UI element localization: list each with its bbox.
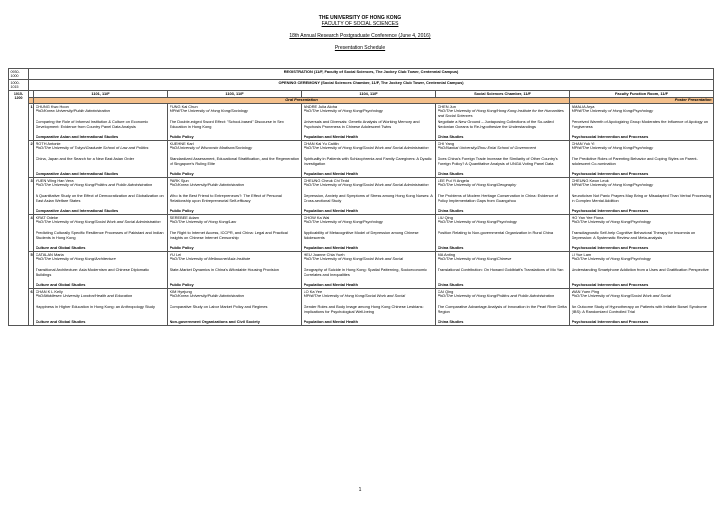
room-header: Social Sciences Chamber, 11/F xyxy=(436,91,570,98)
page-number: 1 xyxy=(358,487,362,493)
presentation-cell xyxy=(34,289,168,326)
presentation-theme: China Studies xyxy=(437,320,464,324)
presenter-affiliation: PhD/The University of Hong Kong/Social Work and Social xyxy=(303,257,403,261)
presenter-name: KRAT Odeke xyxy=(35,215,59,220)
presentation-title: Gender Roles and Body Image among Hong Kong Chinese Lesbians: Implications for Psychological Well-being xyxy=(303,305,424,314)
presentation-theme: Culture and Global Studies xyxy=(35,283,86,287)
presenter-name: CHAN K L Kelly xyxy=(35,289,63,294)
poster-presentation-label: Poster Presentation xyxy=(570,97,714,104)
presenter-affiliation: PhD/The University of Hong Kong/Social Work and Social Administration xyxy=(303,183,429,187)
presentation-cell xyxy=(34,252,168,289)
presenter-name: MA Anting xyxy=(437,252,456,257)
slot-row xyxy=(9,289,714,326)
slot-row xyxy=(9,104,714,141)
presentation-cell xyxy=(570,252,714,289)
room-header: Faculty Function Room, 11/F xyxy=(570,91,714,98)
presentation-theme: China Studies xyxy=(437,283,464,287)
slot-number: 6 xyxy=(29,289,34,326)
presenter-name: LIU Qing xyxy=(437,215,453,220)
slot-number: 4 xyxy=(29,215,34,252)
presenter-name: CHOW Ka Wai xyxy=(303,215,330,220)
presenter-affiliation: PhD/The University of Hong Kong/Hong Kong Institute for the Humanities and Social Sciences xyxy=(437,109,564,118)
presenter-name: FUNG Kai Chun xyxy=(169,104,198,109)
presentation-theme: Comparative Asian and International Studies xyxy=(35,209,119,213)
presenter-affiliation: PhD/Korea University/Public Administration xyxy=(169,183,244,187)
presentation-theme: Psychosocial Intervention and Processes xyxy=(571,209,649,213)
presentation-cell xyxy=(168,178,302,215)
room-header: 1104, 11/F xyxy=(302,91,436,98)
presenter-name: CAI Qing xyxy=(437,289,454,294)
presentation-cell xyxy=(570,178,714,215)
presentation-title: A Quantitative Study on the Effect of Democratization and Globalization on East Asian Welfare States xyxy=(35,194,164,203)
presenter-affiliation: PhD/The University of Hong Kong/Geography xyxy=(437,183,517,187)
presenter-affiliation: PhD/The University of Hong Kong/Psychology xyxy=(303,109,383,113)
presenter-affiliation: PhD/The University of Hong Kong/Chinese xyxy=(437,257,512,261)
presenter-name: CHUNG Kwo Hoon xyxy=(35,104,69,109)
presenter-affiliation: PhD/The University of Hong Kong/Social Work and Social Administration xyxy=(35,220,161,224)
presenter-name: LI Yue Lam xyxy=(571,252,592,257)
registration-time: 0930-1000 xyxy=(9,69,29,80)
slot-row xyxy=(9,252,714,289)
presentation-title: Geography of Suicide in Hong Kong: Spatial Patterning, Socioeconomic Correlates and Inequalities xyxy=(303,268,427,277)
presentation-theme: Population and Mental Health xyxy=(303,283,358,287)
presenter-affiliation: PhD/The University of Hong Kong/Psychology xyxy=(437,220,517,224)
presenter-name: CHEUNG Cheuk Chi Tedd xyxy=(303,178,350,183)
presentation-title: Perceived Warmth of Apologizing Group Moderates the Influence of Apology on Forgiveness xyxy=(571,120,709,129)
presentation-theme: China Studies xyxy=(437,172,464,176)
presentation-theme: Population and Mental Health xyxy=(303,135,358,139)
opening-banner: OPENING CEREMONY (Social Sciences Chamber, 11/F, The Jockey Club Tower, Centennial Campus) xyxy=(29,80,714,91)
presentation-theme: Culture and Global Studies xyxy=(35,320,86,324)
presentation-cell xyxy=(436,215,570,252)
presentation-cell xyxy=(436,104,570,141)
presenter-affiliation: MPhil/The University of Hong Kong/Sociology xyxy=(169,109,248,113)
presentation-theme: Population and Mental Health xyxy=(303,246,358,250)
presenter-affiliation: PhD/The University of Hong Kong/Psychology xyxy=(571,257,651,261)
slot-number: 5 xyxy=(29,252,34,289)
presentation-cell xyxy=(34,104,168,141)
presentation-cell xyxy=(168,215,302,252)
presentation-theme: Psychosocial Intervention and Processes xyxy=(571,320,649,324)
presenter-affiliation: PhD/The University of Hong Kong/Politics and Public Administration xyxy=(35,183,153,187)
presentation-theme: Comparative Asian and International Studies xyxy=(35,135,119,139)
presenter-affiliation: PhD/The University of Hong Kong/Psychology xyxy=(571,220,651,224)
presentation-cell xyxy=(570,104,714,141)
room-header: 1103, 11/F xyxy=(168,91,302,98)
presentation-title: State-Market Dynamics in China's Affordable Housing Provision xyxy=(169,268,279,272)
presenter-name: AMALIA Arya xyxy=(571,104,595,109)
presentation-title: Applicability of Metacognitive Model of Depression among Chinese Adolescents xyxy=(303,231,419,240)
presentation-cell xyxy=(436,141,570,178)
presentation-theme: Comparative Asian and International Studies xyxy=(35,172,119,176)
presenter-affiliation: PhD/The University of Hong Kong/Law xyxy=(169,220,237,224)
presentation-theme: Population and Mental Health xyxy=(303,172,358,176)
presenter-name: CHEUNG Kwun Leuk xyxy=(571,178,609,183)
presentation-theme: China Studies xyxy=(437,209,464,213)
presentation-cell xyxy=(570,215,714,252)
presentation-theme: Non-government Organizations and Civil Society xyxy=(169,320,260,324)
presentation-theme: Psychosocial Intervention and Processes xyxy=(571,283,649,287)
presentation-cell xyxy=(302,215,436,252)
presenter-affiliation: PhD/The University of Hong Kong/Psychology xyxy=(303,220,383,224)
presentation-title: Predicting Culturally Specific Resilience Processes of Pakistani and Indian Students in Hong Kong xyxy=(35,231,164,240)
presenter-affiliation: PhD/The University of Tokyo/Graduate School of Law and Politics xyxy=(35,146,149,150)
presentation-cell xyxy=(570,141,714,178)
slot-row xyxy=(9,141,714,178)
presentation-theme: Public Policy xyxy=(169,172,194,176)
opening-row xyxy=(9,80,714,91)
presentation-title: The Comparative Advantage Analysis of Innovation in the Pearl River Delta Region xyxy=(437,305,567,314)
schedule-table xyxy=(8,68,714,326)
presentation-theme: Psychosocial Intervention and Processes xyxy=(571,172,649,176)
presentation-title: Universals and Diversals: Genetic Analysis of Working Memory and Psychosis Proneness in Chinese Adolescent Twins xyxy=(303,120,420,129)
presenter-name: YUEN Wing Han Vera xyxy=(35,178,74,183)
presenter-affiliation: PhD/Korea University/Public Administration xyxy=(35,109,110,113)
presentation-title: Negotiate a New Ground – Juxtaposing Collections of the So-called Nedonian Oceans to Re-hypothesize the Understandings xyxy=(437,120,554,129)
presenter-name: LEE Pui Yi Angela xyxy=(437,178,469,183)
presenter-affiliation: PhD/Middlesex University London/Health and Education xyxy=(35,294,133,298)
conference-title: 18th Annual Research Postgraduate Conference (June 4, 2016) xyxy=(289,33,431,39)
presentation-theme: Population and Mental Health xyxy=(303,209,358,213)
presenter-affiliation: PhD/The University of Hong Kong/Politics and Public Administration xyxy=(437,294,555,298)
presentation-cell xyxy=(34,178,168,215)
presenter-affiliation: PhD/The University of Melbourne/Asia Institute xyxy=(169,257,251,261)
presenter-name: PARK Sjun xyxy=(169,178,189,183)
presentation-title: Translational Contribution: On Howard Goldblatt's Translations of Mo Yan xyxy=(437,268,564,272)
presentation-title: Depression, Anxiety and Symptoms of Stress among Hong Kong Nurses: A Cross-sectional Study xyxy=(303,194,433,203)
presentation-title: Happiness in Higher Education in Hong Kong: an Anthropology Study xyxy=(35,305,155,309)
presentation-theme: Culture and Global Studies xyxy=(35,246,86,250)
presentation-title: Transdiagnostic Self-help Cognitive Behavioral Therapy for Insomnia on Depression: A Systematic Review and Meta-analysis xyxy=(571,231,696,240)
presenter-affiliation: MPhil/The University of Hong Kong/Social Work and Social xyxy=(303,294,406,298)
presenter-name: CHAN Kai Yu Caitlin xyxy=(303,141,339,146)
presentation-title: An Outcome Study of Hypnotherapy on Patients with Irritable Bowel Syndrome (IBS): A Randomized Controlled Trial xyxy=(571,305,707,314)
presenter-affiliation: PhD/University of Wisconsin Madison/Sociology xyxy=(169,146,253,150)
presentation-title: Transitional Architecture: Asia Modernism and Chinese Diplomatic Buildings xyxy=(35,268,150,277)
presentation-title: Comparative Study on Labor Market Policy and Regimes xyxy=(169,305,268,309)
presenter-affiliation: MPhil/The University of Hong Kong/Psychology xyxy=(571,183,654,187)
presentation-cell xyxy=(168,289,302,326)
presentation-cell xyxy=(302,289,436,326)
registration-banner: REGISTRATION (11/F, Faculty of Social Sciences, The Jockey Club Tower, Centennial Campus) xyxy=(29,69,714,80)
presenter-name: HO Yan Yee Fiona xyxy=(571,215,604,220)
presentation-cell xyxy=(302,178,436,215)
presenter-name: KUEHNE Karl xyxy=(169,141,194,146)
presentation-theme: Public Policy xyxy=(169,283,194,287)
oral-presentation-label: Oral Presentation xyxy=(34,97,570,104)
presentation-cell xyxy=(34,215,168,252)
university-title: THE UNIVERSITY OF HONG KONG xyxy=(318,15,402,21)
schedule-title: Presentation Schedule xyxy=(334,45,386,51)
presentation-theme: Public Policy xyxy=(169,209,194,213)
presentation-cell xyxy=(168,104,302,141)
presentation-cell xyxy=(302,141,436,178)
presentation-cell xyxy=(436,178,570,215)
presenter-affiliation: MPhil/The University of Hong Kong/Psychology xyxy=(571,146,654,150)
presentation-title: Neuroticism Not Panic Prayers May Bring or Misadapted Than Verbal Processing in Complex Mental Addition xyxy=(571,194,712,203)
presentation-cell xyxy=(570,289,714,326)
presentation-cell xyxy=(34,141,168,178)
presenter-name: CHI Yang xyxy=(437,141,455,146)
session-time: 1015-1200 xyxy=(9,91,29,326)
opening-time: 1000-1015 xyxy=(9,80,29,91)
presentation-theme: China Studies xyxy=(437,246,464,250)
presenter-affiliation: PhD/Nankai University/Zhou Enlai School of Government xyxy=(437,146,536,150)
presentation-cell xyxy=(168,141,302,178)
presenter-affiliation: PhD/Korea University/Public Administration xyxy=(169,294,244,298)
presenter-name: WAN Yuen Ping xyxy=(571,289,600,294)
presenter-name: ANDRE Julia Aloha xyxy=(303,104,338,109)
presenter-name: CHAN Yuk Yi xyxy=(571,141,595,146)
presenter-name: CATALAN Maria xyxy=(35,252,64,257)
presentation-cell xyxy=(436,252,570,289)
presenter-name: YU Lei xyxy=(169,252,182,257)
presenter-name: HEU Joanne Chia Yueh xyxy=(303,252,345,257)
presentation-theme: Public Policy xyxy=(169,246,194,250)
presentation-title: Who Is the Best Friend to Entrepreneurs?: The Effect of Personal Relationship upon Entrepreneurial Self-efficacy xyxy=(169,194,282,203)
presentation-theme: Psychosocial Intervention and Processes xyxy=(571,246,649,250)
slot-row xyxy=(9,178,714,215)
presentation-title: Position Relating to Non-governmental Organization in Rural China xyxy=(437,231,553,235)
slot-number: 2 xyxy=(29,141,34,178)
presentation-title: Comparing the Role of Informal Institution & Culture on Economic Development: Evidence from Country Panel Data Analysis xyxy=(35,120,149,129)
slot-row xyxy=(9,215,714,252)
room-header: 1101, 11/F xyxy=(34,91,168,98)
presenter-name: LO Ka Yee xyxy=(303,289,323,294)
registration-row xyxy=(9,69,714,80)
presentation-theme: China Studies xyxy=(437,135,464,139)
presenter-affiliation: PhD/The University of Hong Kong/Social Work and Social Administration xyxy=(303,146,429,150)
presenter-name: ROTH Antonie xyxy=(35,141,61,146)
presenter-name: CHEN Jun xyxy=(437,104,456,109)
presentation-cell xyxy=(302,252,436,289)
presenter-affiliation: MPhil/The University of Hong Kong/Psychology xyxy=(571,109,654,113)
presentation-title: Does China's Foreign Trade Increase the Similarity of Other Country's Foreign Policy? A Quantitative Analysis of UNGA Voting Panel Data xyxy=(437,157,558,166)
presentation-cell xyxy=(168,252,302,289)
slot-number: 3 xyxy=(29,178,34,215)
presentation-cell xyxy=(302,104,436,141)
presentation-title: China, Japan and the Search for a New East Asian Order xyxy=(35,157,135,161)
presentation-title: Understanding Smartphone Addiction from a Uses and Gratification Perspective xyxy=(571,268,709,272)
presenter-affiliation: PhD/The University of Hong Kong/Social Work and Social xyxy=(571,294,671,298)
presentation-title: The Right to Internet Access, ICCPR, and China: Legal and Practical Insights on Chinese Internet Censorship xyxy=(169,231,288,240)
presentation-title: The Predictive Roles of Parenting Behavior and Coping Styles on Parent-adolescent Co-rumination xyxy=(571,157,698,166)
presentation-title: The Problems of Modern Heritage Conservation in China: Evidence of Policy Implementation Gaps from Guangzhou xyxy=(437,194,558,203)
presentation-title: Standardized Assessment, Educational Stratification, and the Regeneration of Singapore's Ruling Elite xyxy=(169,157,300,166)
presentation-theme: Public Policy xyxy=(169,135,194,139)
presenter-name: SEREBEE Adam xyxy=(169,215,199,220)
presentation-title: The Double-edged Sword Effect: "School-based" Discourse in Sex Education in Hong Kong xyxy=(169,120,284,129)
presentation-theme: Psychosocial Intervention and Processes xyxy=(571,135,649,139)
presenter-affiliation: PhD/The University of Hong Kong/Architecture xyxy=(35,257,116,261)
presentation-cell xyxy=(436,289,570,326)
slot-number: 1 xyxy=(29,104,34,141)
presentation-theme: Population and Mental Health xyxy=(303,320,358,324)
presentation-title: Spirituality in Patients with Schizophrenia and Family Caregivers: A Dyadic Investigation xyxy=(303,157,432,166)
presenter-name: KIM Hyejung xyxy=(169,289,192,294)
faculty-title: FACULTY OF SOCIAL SCIENCES xyxy=(321,21,399,27)
